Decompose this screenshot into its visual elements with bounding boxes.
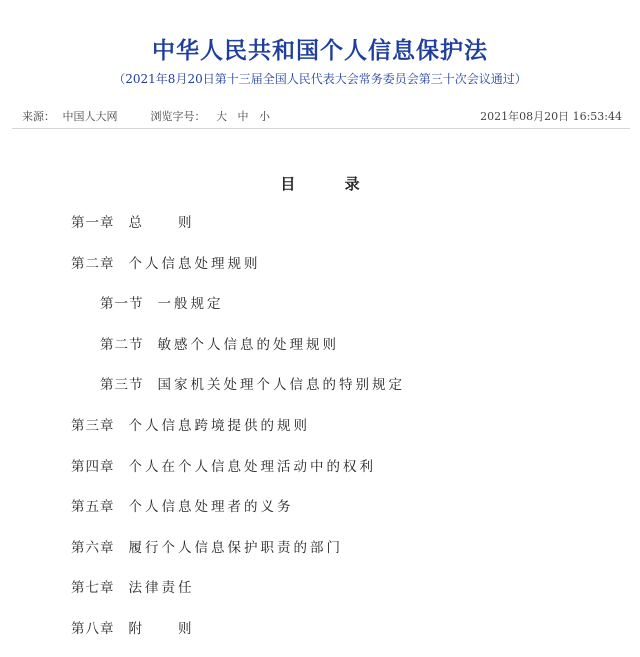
toc-item-chapter[interactable] xyxy=(0,249,640,290)
toc-item-number: 第五章 xyxy=(71,499,115,516)
font-size-small-button[interactable]: 小 xyxy=(259,110,270,123)
font-size-large-button[interactable]: 大 xyxy=(216,110,227,123)
toc-heading: 目 录 xyxy=(280,175,382,193)
toc-item-number: 第一章 xyxy=(71,215,115,231)
toc-item-name: 个人在个人信息处理活动中的权利 xyxy=(128,458,376,475)
toc-item-number: 第六章 xyxy=(71,539,115,556)
toc-item-name: 个人信息处理者的义务 xyxy=(128,499,294,516)
font-size-label: 浏览字号： xyxy=(150,110,206,123)
source-label: 来源： xyxy=(22,110,55,123)
toc-item-number: 第二节 xyxy=(100,336,144,353)
toc-item-section[interactable] xyxy=(0,330,640,371)
toc-item-section[interactable] xyxy=(0,370,640,411)
toc-item-name: 个人信息跨境提供的规则 xyxy=(128,417,310,434)
page-title: 中华人民共和国个人信息保护法 xyxy=(152,37,488,64)
toc-item-chapter[interactable] xyxy=(0,573,640,614)
publish-datetime: 2021年08月20日 16:53:44 xyxy=(480,110,622,123)
toc-item-chapter[interactable] xyxy=(0,452,640,493)
toc-item-chapter[interactable] xyxy=(0,411,640,452)
toc-item-number: 第八章 xyxy=(71,620,115,637)
toc-item-name: 法律责任 xyxy=(128,580,195,597)
toc-item-number: 第四章 xyxy=(71,458,115,475)
toc-item-section[interactable] xyxy=(0,289,640,330)
page-subtitle: （2021年8月20日第十三届全国人民代表大会常务委员会第三十次会议通过） xyxy=(113,72,527,86)
toc-item-name: 总 则 xyxy=(128,215,195,231)
meta-left xyxy=(22,108,274,124)
source-value: 中国人大网 xyxy=(62,110,118,123)
toc-item-name: 一般规定 xyxy=(157,296,224,313)
toc-item-name: 个人信息处理规则 xyxy=(128,255,261,272)
toc-item-number: 第三章 xyxy=(71,417,115,434)
table-of-contents xyxy=(0,208,640,655)
toc-item-name: 履行个人信息保护职责的部门 xyxy=(128,539,343,556)
toc-item-chapter[interactable] xyxy=(0,492,640,533)
toc-item-chapter[interactable] xyxy=(0,533,640,574)
toc-item-number: 第七章 xyxy=(71,580,115,597)
toc-item-number: 第一节 xyxy=(100,296,144,313)
toc-item-chapter[interactable] xyxy=(0,614,640,655)
toc-item-chapter[interactable] xyxy=(0,208,640,249)
toc-item-name: 附 则 xyxy=(128,620,195,637)
toc-item-name: 敏感个人信息的处理规则 xyxy=(157,336,339,353)
font-size-medium-button[interactable]: 中 xyxy=(237,110,249,123)
article-meta-bar xyxy=(12,100,630,129)
toc-item-number: 第二章 xyxy=(71,255,115,272)
toc-item-number: 第三节 xyxy=(100,377,144,394)
toc-item-name: 国家机关处理个人信息的特别规定 xyxy=(157,377,405,394)
